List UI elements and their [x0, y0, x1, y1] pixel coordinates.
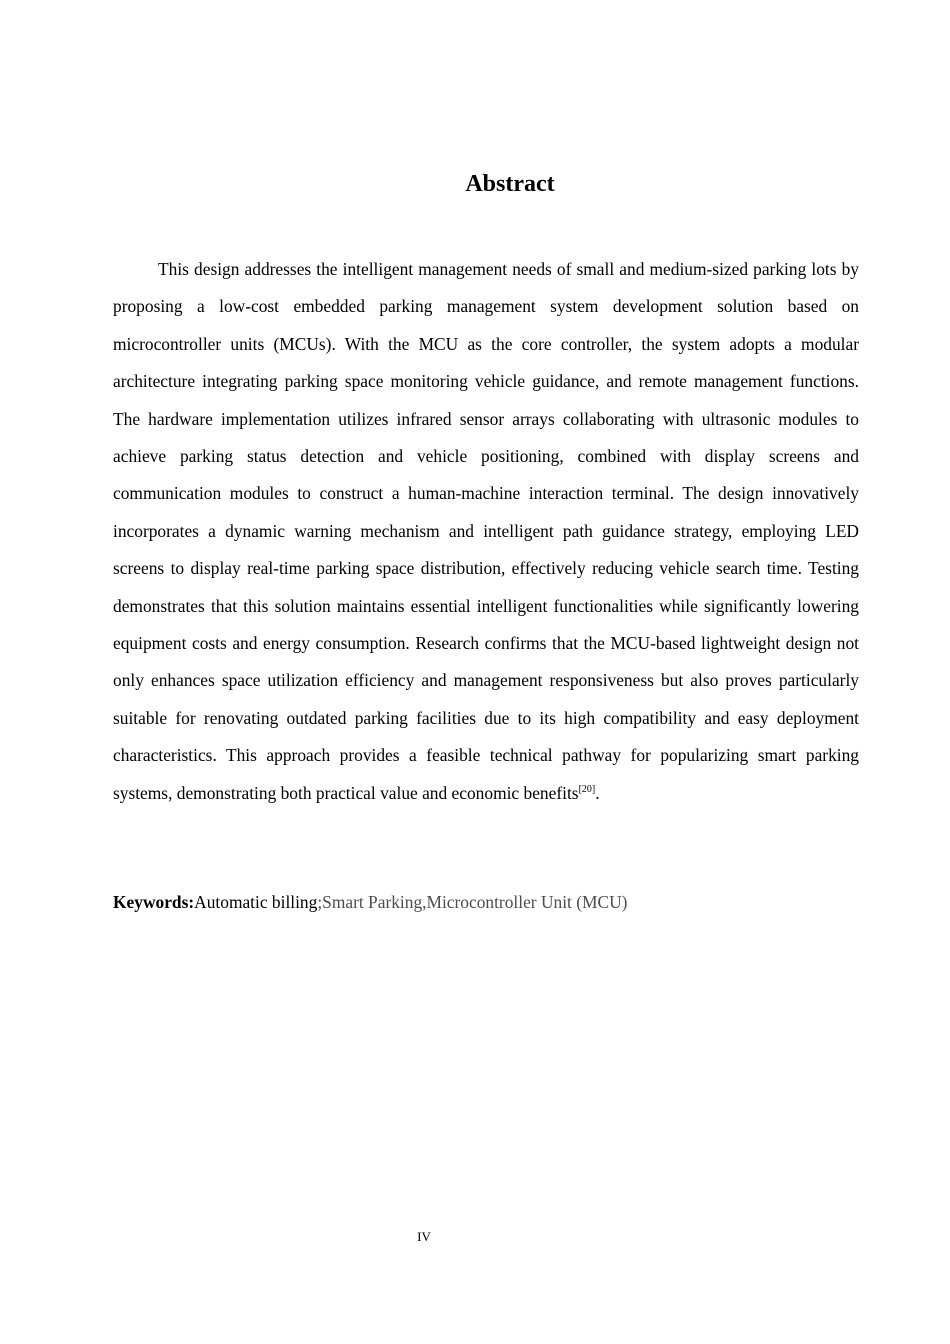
keywords-label: Keywords: [113, 892, 195, 912]
citation-reference[interactable]: [20] [578, 783, 596, 795]
abstract-end-punctuation: . [595, 782, 600, 803]
abstract-paragraph [113, 251, 859, 812]
abstract-heading: Abstract [465, 171, 555, 197]
keyword-primary: Automatic billing [194, 892, 318, 912]
abstract-text: This design addresses the intelligent management needs of small and medium-sized parking lots by proposing a low-cost embedded parking management system development solution based on microcontroller units (MCUs). With the MCU as the core controller, the system adopts a modular architecture integrating parking space monitoring vehicle guidance, and remote management functions. The hardware implementation utilizes infrared sensor arrays collaborating with ultrasonic modules to achieve parking status detection and vehicle positioning, combined with display screens and communication modules to construct a human-machine interaction terminal. The design innovatively incorporates a dynamic warning mechanism and intelligent path guidance strategy, employing LED screens to display real-time parking space distribution, effectively reducing vehicle search time. Testing demonstrates that this solution maintains essential intelligent functionalities while significantly lowering equipment costs and energy consumption. Research confirms that the MCU-based lightweight design not only enhances space utilization efficiency and management responsiveness but also proves particularly suitable for renovating outdated parking facilities due to its high compatibility and easy deployment characteristics. This approach provides a feasible technical pathway for popularizing smart parking systems, demonstrating both practical value and economic benefits [113, 259, 859, 803]
keywords-line [113, 886, 859, 918]
keyword-secondary: ;Smart Parking,Microcontroller Unit (MCU) [317, 892, 628, 912]
page-number: IV [417, 1229, 431, 1244]
